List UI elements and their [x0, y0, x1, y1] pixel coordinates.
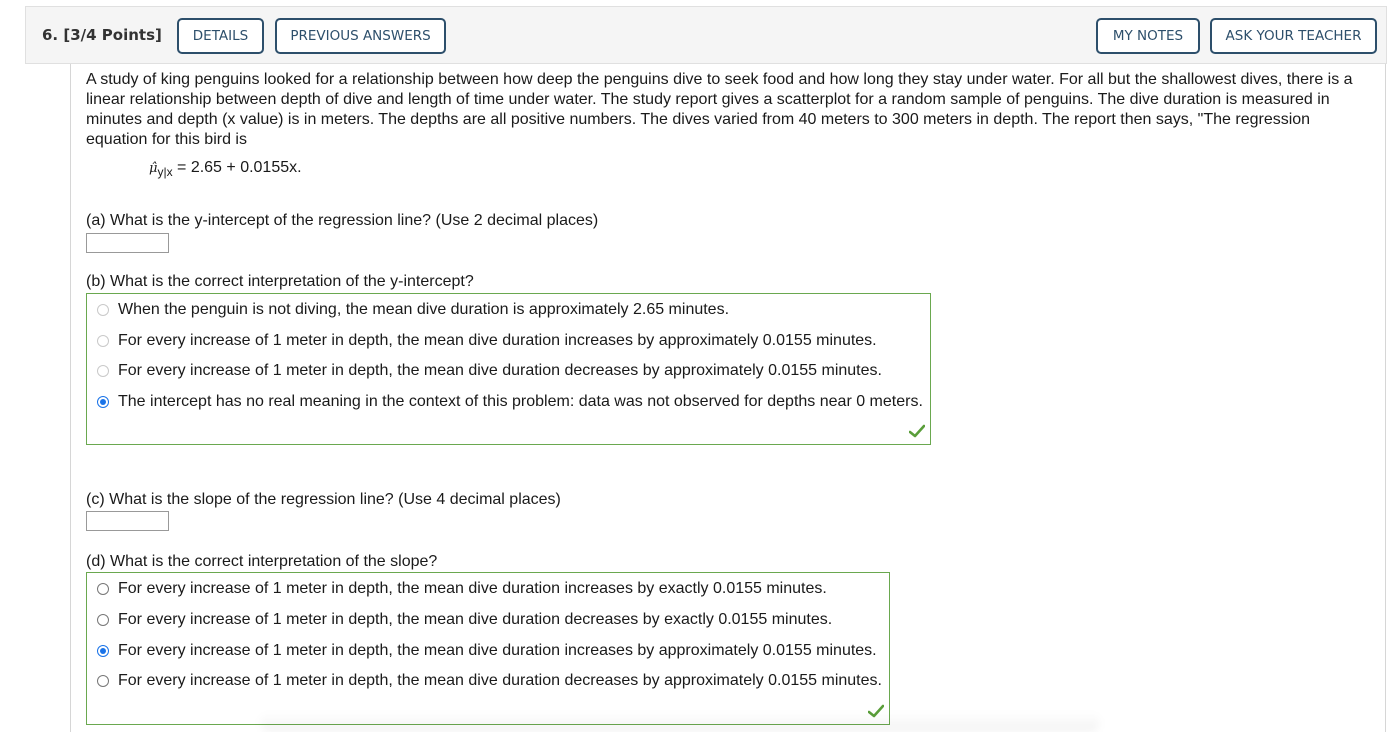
details-button[interactable]: DETAILS: [177, 18, 264, 54]
part-d-option[interactable]: [97, 579, 827, 599]
mu-hat-symbol: μ̂: [149, 161, 158, 176]
part-d-question: (d) What is the correct interpretation of the slope?: [86, 553, 438, 570]
option-label: For every increase of 1 meter in depth, the mean dive duration decreases by approximately 0.0155 minutes.: [118, 362, 882, 379]
option-label: For every increase of 1 meter in depth, the mean dive duration increases by approximately 0.0155 minutes.: [118, 642, 877, 659]
my-notes-button[interactable]: MY NOTES: [1096, 18, 1200, 54]
question-content: [70, 64, 1386, 732]
radio-button-selected[interactable]: [97, 645, 109, 657]
part-c-input[interactable]: [86, 511, 169, 531]
radio-button[interactable]: [97, 365, 109, 377]
part-b-option[interactable]: [97, 300, 729, 320]
radio-button-selected[interactable]: [97, 396, 109, 408]
regression-equation: [149, 159, 302, 179]
option-label: For every increase of 1 meter in depth, the mean dive duration decreases by approximately 0.0155 minutes.: [118, 672, 882, 689]
option-label: For every increase of 1 meter in depth, the mean dive duration decreases by exactly 0.0155 minutes.: [118, 611, 833, 628]
part-b-choices: [86, 293, 931, 445]
question-number: 6.: [42, 26, 59, 44]
part-d-option[interactable]: [97, 641, 877, 661]
radio-button[interactable]: [97, 335, 109, 347]
option-label: For every increase of 1 meter in depth, the mean dive duration increases by approximately 0.0155 minutes.: [118, 332, 877, 349]
radio-button[interactable]: [97, 304, 109, 316]
part-b-question: (b) What is the correct interpretation of the y-intercept?: [86, 273, 474, 290]
option-label: When the penguin is not diving, the mean dive duration is approximately 2.65 minutes.: [118, 301, 730, 318]
equation-rhs: = 2.65 + 0.0155x.: [172, 159, 302, 176]
option-label: The intercept has no real meaning in the context of this problem: data was not observed for depths near 0 meters.: [118, 393, 923, 410]
question-header: [25, 6, 1387, 64]
part-b-option[interactable]: [97, 392, 923, 412]
question-title: [42, 26, 162, 44]
part-b-option[interactable]: [97, 361, 882, 381]
part-c-question: (c) What is the slope of the regression line? (Use 4 decimal places): [86, 491, 561, 508]
part-a-input[interactable]: [86, 233, 169, 253]
part-a-question: (a) What is the y-intercept of the regression line? (Use 2 decimal places): [86, 212, 599, 229]
part-d-option[interactable]: [97, 610, 832, 630]
radio-button[interactable]: [97, 675, 109, 687]
question-points: [3/4 Points]: [63, 26, 162, 44]
part-d-choices: [86, 572, 890, 725]
radio-button[interactable]: [97, 583, 109, 595]
bottom-shadow: [260, 712, 1100, 732]
checkmark-icon: [909, 424, 925, 438]
equation-subscript: y|x: [157, 165, 173, 180]
part-b-option[interactable]: [97, 331, 877, 351]
part-d-option[interactable]: [97, 671, 882, 691]
radio-button[interactable]: [97, 614, 109, 626]
option-label: For every increase of 1 meter in depth, the mean dive duration increases by exactly 0.0155 minutes.: [118, 580, 827, 597]
ask-your-teacher-button[interactable]: ASK YOUR TEACHER: [1210, 18, 1377, 54]
problem-statement: A study of king penguins looked for a relationship between how deep the penguins dive to seek food and how long they stay under water. For all but the shallowest dives, there is a linear relationship between depth of dive and length of time under water. The study report gives a scatterplot for a random sample of penguins. The dive duration is measured in minutes and depth (x value) is in meters. The depths are all positive numbers. The dives varied from 40 meters to 300 meters in depth. The report then says, "The regression equation for this bird is: [86, 71, 1353, 148]
previous-answers-button[interactable]: PREVIOUS ANSWERS: [275, 18, 446, 54]
